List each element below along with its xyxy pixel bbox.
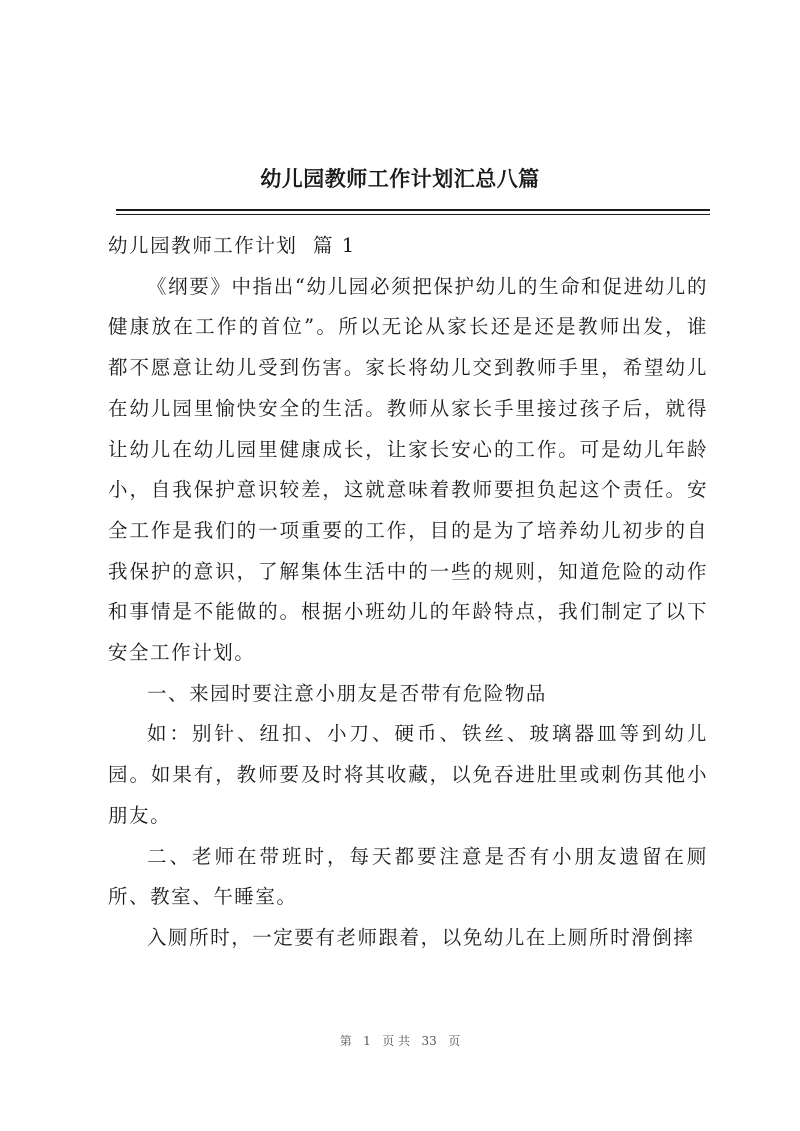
footer-label-page: 第 xyxy=(339,1034,352,1048)
footer-total-pages: 33 xyxy=(421,1034,437,1048)
title-underline-thick xyxy=(116,209,710,211)
page-footer xyxy=(0,1032,800,1049)
document-body xyxy=(108,226,708,959)
paragraph-item-two-detail: 入厕所时，一定要有老师跟着，以免幼儿在上厕所时滑倒摔 xyxy=(147,925,695,949)
document-title: 幼儿园教师工作计划汇总八篇 xyxy=(260,167,540,191)
footer-current-page: 1 xyxy=(363,1034,371,1048)
footer-label-pages: 页 xyxy=(448,1034,461,1048)
footer-label-of: 页 共 xyxy=(382,1034,411,1048)
section-heading: 幼儿园教师工作计划 篇 1 xyxy=(108,234,356,257)
paragraph-intro: 《纲要》中指出“幼儿园必须把保护幼儿的生命和促进幼儿的健康放在工作的首位”。所以无论从家长还是还是教师出发，谁都不愿意让幼儿受到伤害。家长将幼儿交到教师手里，希望幼儿在幼儿园里愉快安全的生活。教师从家长手里接过孩子后，就得让幼儿在幼儿园里健康成长，让家长安心的工作。可是幼儿年龄小，自我保护意识较差，这就意味着教师要担负起这个责任。安全工作是我们的一项重要的工作，目的是为了培养幼儿初步的自我保护的意识，了解集体生活中的一些的规则，知道危险的动作和事情是不能做的。根据小班幼儿的年龄特点，我们制定了以下安全工作计划。 xyxy=(108,274,708,665)
paragraph-item-two-heading: 二、老师在带班时，每天都要注意是否有小朋友遗留在厕所、教室、午睡室。 xyxy=(108,844,708,909)
paragraph-item-one-heading: 一、来园时要注意小朋友是否带有危险物品 xyxy=(147,681,547,705)
paragraph-item-one-detail: 如：别针、纽扣、小刀、硬币、铁丝、玻璃器皿等到幼儿园。如果有，教师要及时将其收藏，以免吞进肚里或刺伤其他小朋友。 xyxy=(108,722,708,827)
title-underline-thin xyxy=(116,214,710,215)
